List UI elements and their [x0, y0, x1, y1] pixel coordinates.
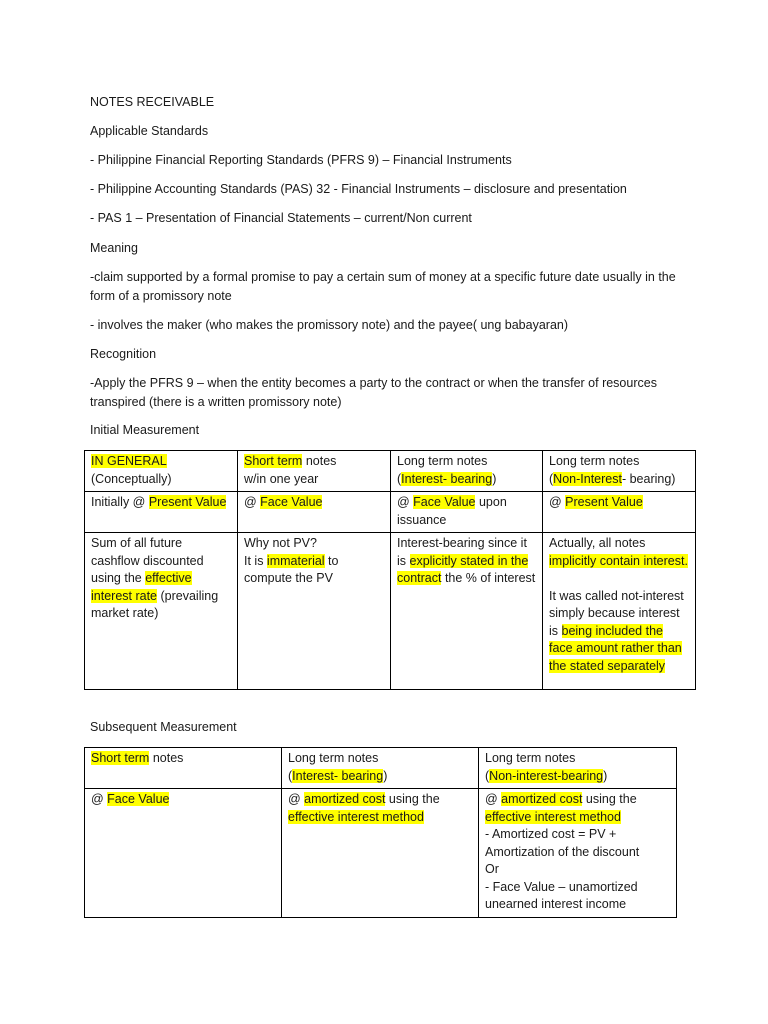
table-cell: Interest-bearing since it is explicitly stated in the contract the % of interest [391, 533, 543, 690]
applicable-heading: Applicable Standards [90, 124, 209, 138]
table-cell: @ Face Value upon issuance [391, 492, 543, 533]
meaning-paragraph: -claim supported by a formal promise to pay a certain sum of money at a specific future date usually in the form of a promissory note [90, 270, 676, 303]
applicable-item: - PAS 1 – Presentation of Financial Statements – current/Non current [90, 211, 472, 225]
table-cell: Actually, all notes implicitly contain interest. It was called not-interest simply because interest is being included the face amount rather than the stated separately [543, 533, 696, 690]
initial-measurement-table [84, 450, 696, 690]
applicable-item: - Philippine Accounting Standards (PAS) 32 - Financial Instruments – disclosure and presentation [90, 182, 627, 196]
table-row [85, 451, 696, 492]
meaning-heading: Meaning [90, 241, 138, 255]
table-cell: @ Present Value [543, 492, 696, 533]
table-header-cell: IN GENERAL (Conceptually) [85, 451, 238, 492]
table-row [85, 533, 696, 690]
meaning-paragraph: - involves the maker (who makes the promissory note) and the payee( ung babayaran) [90, 318, 569, 332]
applicable-item: - Philippine Financial Reporting Standards (PFRS 9) – Financial Instruments [90, 153, 512, 167]
table-header-cell: Short term notes [85, 748, 282, 789]
table-row [85, 748, 677, 789]
subsequent-measurement-table [84, 747, 677, 918]
initial-heading: Initial Measurement [90, 423, 200, 437]
table-cell: @ Face Value [85, 789, 282, 918]
table-cell: Initially @ Present Value [85, 492, 238, 533]
table-header-cell: Long term notes (Interest- bearing) [282, 748, 479, 789]
table-header-cell: Long term notes (Non-interest-bearing) [479, 748, 677, 789]
doc-title: NOTES RECEIVABLE [90, 95, 215, 109]
table-header-cell: Long term notes (Interest- bearing) [391, 451, 543, 492]
table-row [85, 492, 696, 533]
table-cell: Why not PV? It is immaterial to compute the PV [238, 533, 391, 690]
table-cell: @ amortized cost using the effective interest method [282, 789, 479, 918]
table-header-cell: Short term notes w/in one year [238, 451, 391, 492]
table-cell: Sum of all future cashflow discounted using the effective interest rate (prevailing market rate) [85, 533, 238, 690]
recognition-heading: Recognition [90, 347, 157, 361]
table-header-cell: Long term notes (Non-Interest- bearing) [543, 451, 696, 492]
table-cell: @ amortized cost using the effective interest method - Amortized cost = PV + Amortization of the discount Or - Face Value – unamortized unearned interest income [479, 789, 677, 918]
recognition-paragraph: -Apply the PFRS 9 – when the entity becomes a party to the contract or when the transfer of resources transpired (there is a written promissory note) [90, 376, 657, 409]
table-cell: @ Face Value [238, 492, 391, 533]
subsequent-heading: Subsequent Measurement [90, 720, 237, 734]
table-row [85, 789, 677, 918]
